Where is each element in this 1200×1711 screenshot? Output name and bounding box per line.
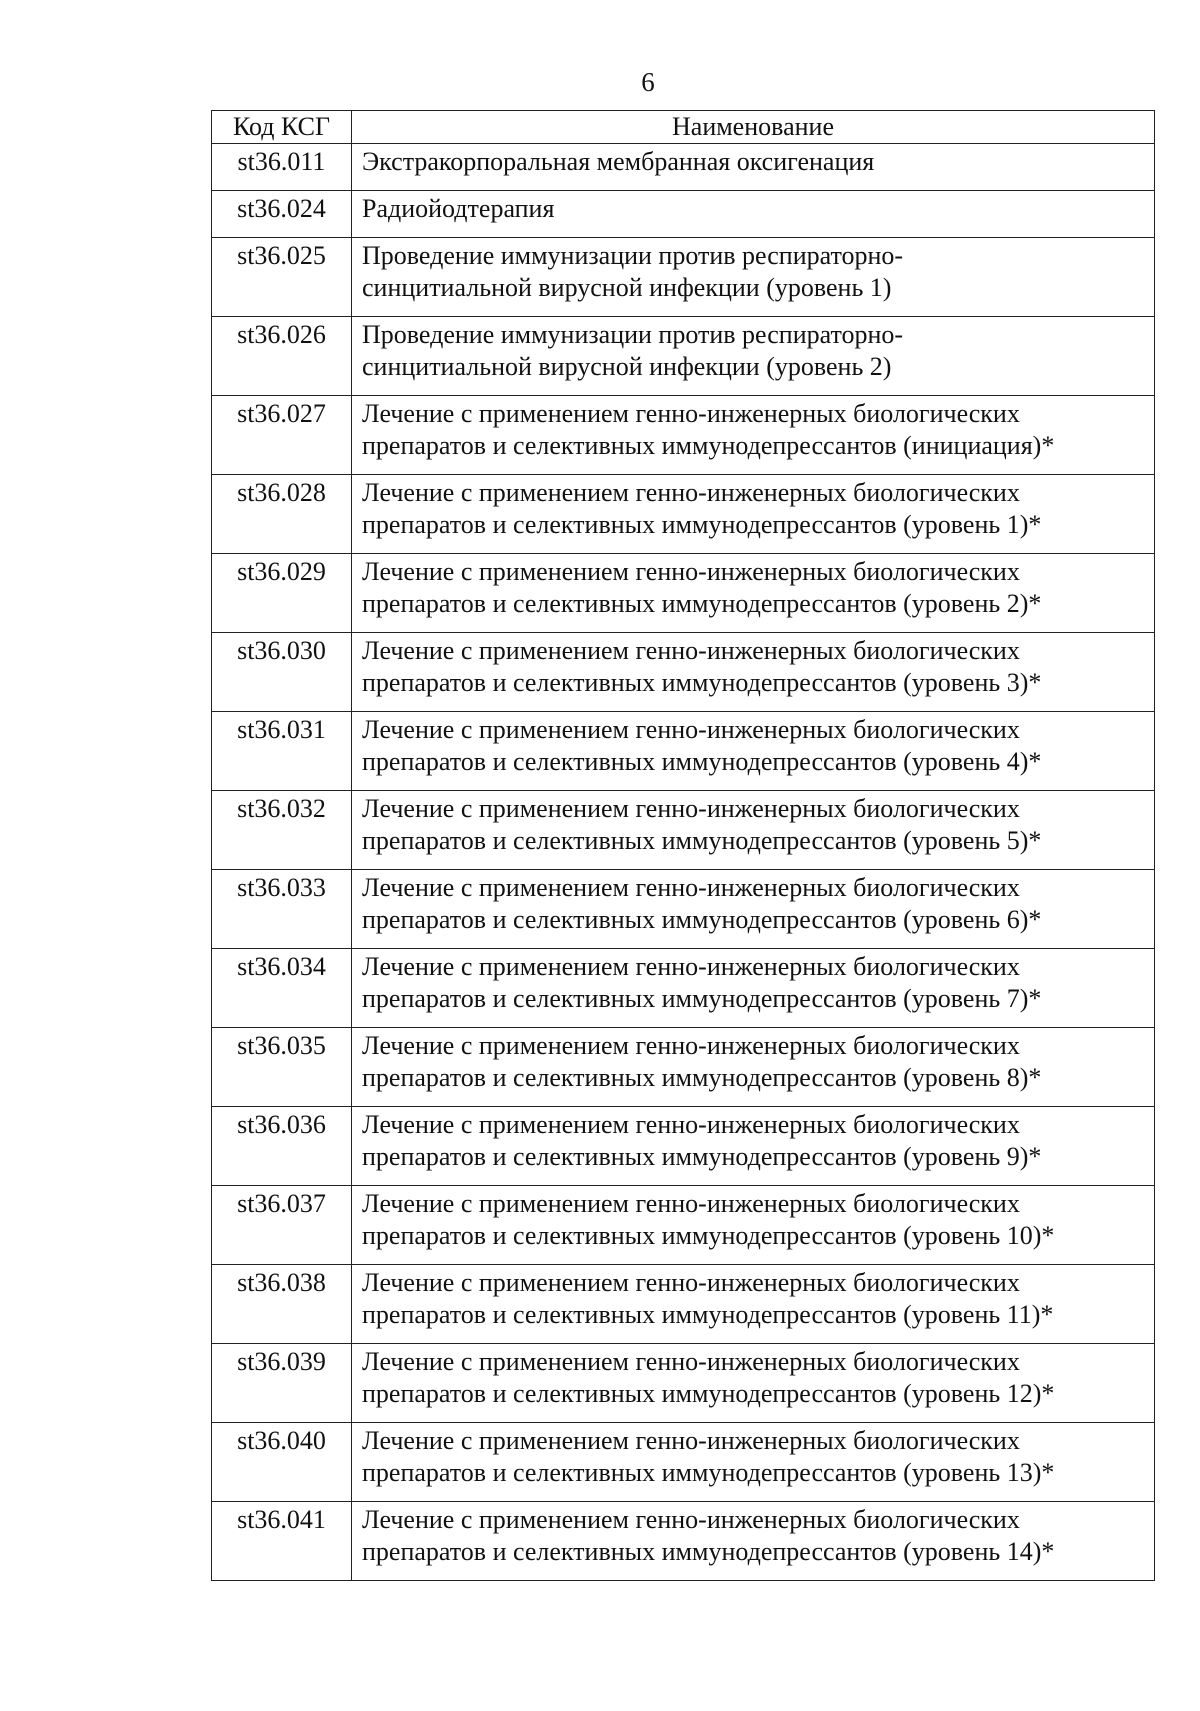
row-code: st36.035	[212, 1028, 352, 1107]
row-name: Лечение с применением генно-инженерных биологических препаратов и селективных иммунодепрессантов (уровень 13)*	[352, 1423, 1155, 1502]
row-code: st36.040	[212, 1423, 352, 1502]
header-code: Код КСГ	[212, 111, 352, 144]
table-row	[212, 1344, 1155, 1423]
table-row	[212, 1028, 1155, 1107]
table-row	[212, 712, 1155, 791]
table-row	[212, 1502, 1155, 1581]
row-name: Лечение с применением генно-инженерных биологических препаратов и селективных иммунодепрессантов (уровень 14)*	[352, 1502, 1155, 1581]
table-row	[212, 633, 1155, 712]
row-name: Лечение с применением генно-инженерных биологических препаратов и селективных иммунодепрессантов (уровень 8)*	[352, 1028, 1155, 1107]
row-code: st36.029	[212, 554, 352, 633]
row-code: st36.011	[212, 144, 352, 191]
table-row	[212, 191, 1155, 238]
ksg-table	[211, 110, 1155, 1581]
header-name: Наименование	[352, 111, 1155, 144]
row-code: st36.039	[212, 1344, 352, 1423]
row-name: Лечение с применением генно-инженерных биологических препаратов и селективных иммунодепрессантов (уровень 1)*	[352, 475, 1155, 554]
row-name: Лечение с применением генно-инженерных биологических препаратов и селективных иммунодепрессантов (уровень 7)*	[352, 949, 1155, 1028]
row-name: Лечение с применением генно-инженерных биологических препаратов и селективных иммунодепрессантов (инициация)*	[352, 396, 1155, 475]
table-header-row	[212, 111, 1155, 144]
row-name: Лечение с применением генно-инженерных биологических препаратов и селективных иммунодепрессантов (уровень 9)*	[352, 1107, 1155, 1186]
row-code: st36.027	[212, 396, 352, 475]
table-row	[212, 554, 1155, 633]
row-name: Радиойодтерапия	[352, 191, 1155, 238]
table-row	[212, 1186, 1155, 1265]
row-code: st36.025	[212, 238, 352, 317]
row-name: Лечение с применением генно-инженерных биологических препаратов и селективных иммунодепрессантов (уровень 2)*	[352, 554, 1155, 633]
row-code: st36.026	[212, 317, 352, 396]
row-name: Лечение с применением генно-инженерных биологических препаратов и селективных иммунодепрессантов (уровень 4)*	[352, 712, 1155, 791]
row-code: st36.032	[212, 791, 352, 870]
table-row	[212, 1423, 1155, 1502]
row-name: Экстракорпоральная мембранная оксигенация	[352, 144, 1155, 191]
table-row	[212, 396, 1155, 475]
row-name: Лечение с применением генно-инженерных биологических препаратов и селективных иммунодепрессантов (уровень 10)*	[352, 1186, 1155, 1265]
row-name: Лечение с применением генно-инженерных биологических препаратов и селективных иммунодепрессантов (уровень 3)*	[352, 633, 1155, 712]
table-row	[212, 870, 1155, 949]
row-code: st36.041	[212, 1502, 352, 1581]
page-number: 6	[641, 67, 655, 97]
row-name: Лечение с применением генно-инженерных биологических препаратов и селективных иммунодепрессантов (уровень 5)*	[352, 791, 1155, 870]
row-code: st36.034	[212, 949, 352, 1028]
row-name: Проведение иммунизации против респираторно- синцитиальной вирусной инфекции (уровень 2)	[352, 317, 1155, 396]
row-code: st36.036	[212, 1107, 352, 1186]
row-name: Лечение с применением генно-инженерных биологических препаратов и селективных иммунодепрессантов (уровень 6)*	[352, 870, 1155, 949]
table-row	[212, 317, 1155, 396]
table-row	[212, 144, 1155, 191]
row-code: st36.038	[212, 1265, 352, 1344]
table-row	[212, 475, 1155, 554]
table-row	[212, 791, 1155, 870]
row-code: st36.028	[212, 475, 352, 554]
row-code: st36.031	[212, 712, 352, 791]
row-code: st36.030	[212, 633, 352, 712]
table-row	[212, 949, 1155, 1028]
row-name: Лечение с применением генно-инженерных биологических препаратов и селективных иммунодепрессантов (уровень 11)*	[352, 1265, 1155, 1344]
table-row	[212, 1265, 1155, 1344]
row-code: st36.024	[212, 191, 352, 238]
table-row	[212, 1107, 1155, 1186]
row-code: st36.037	[212, 1186, 352, 1265]
table-row	[212, 238, 1155, 317]
row-name: Проведение иммунизации против респираторно- синцитиальной вирусной инфекции (уровень 1)	[352, 238, 1155, 317]
row-name: Лечение с применением генно-инженерных биологических препаратов и селективных иммунодепрессантов (уровень 12)*	[352, 1344, 1155, 1423]
row-code: st36.033	[212, 870, 352, 949]
